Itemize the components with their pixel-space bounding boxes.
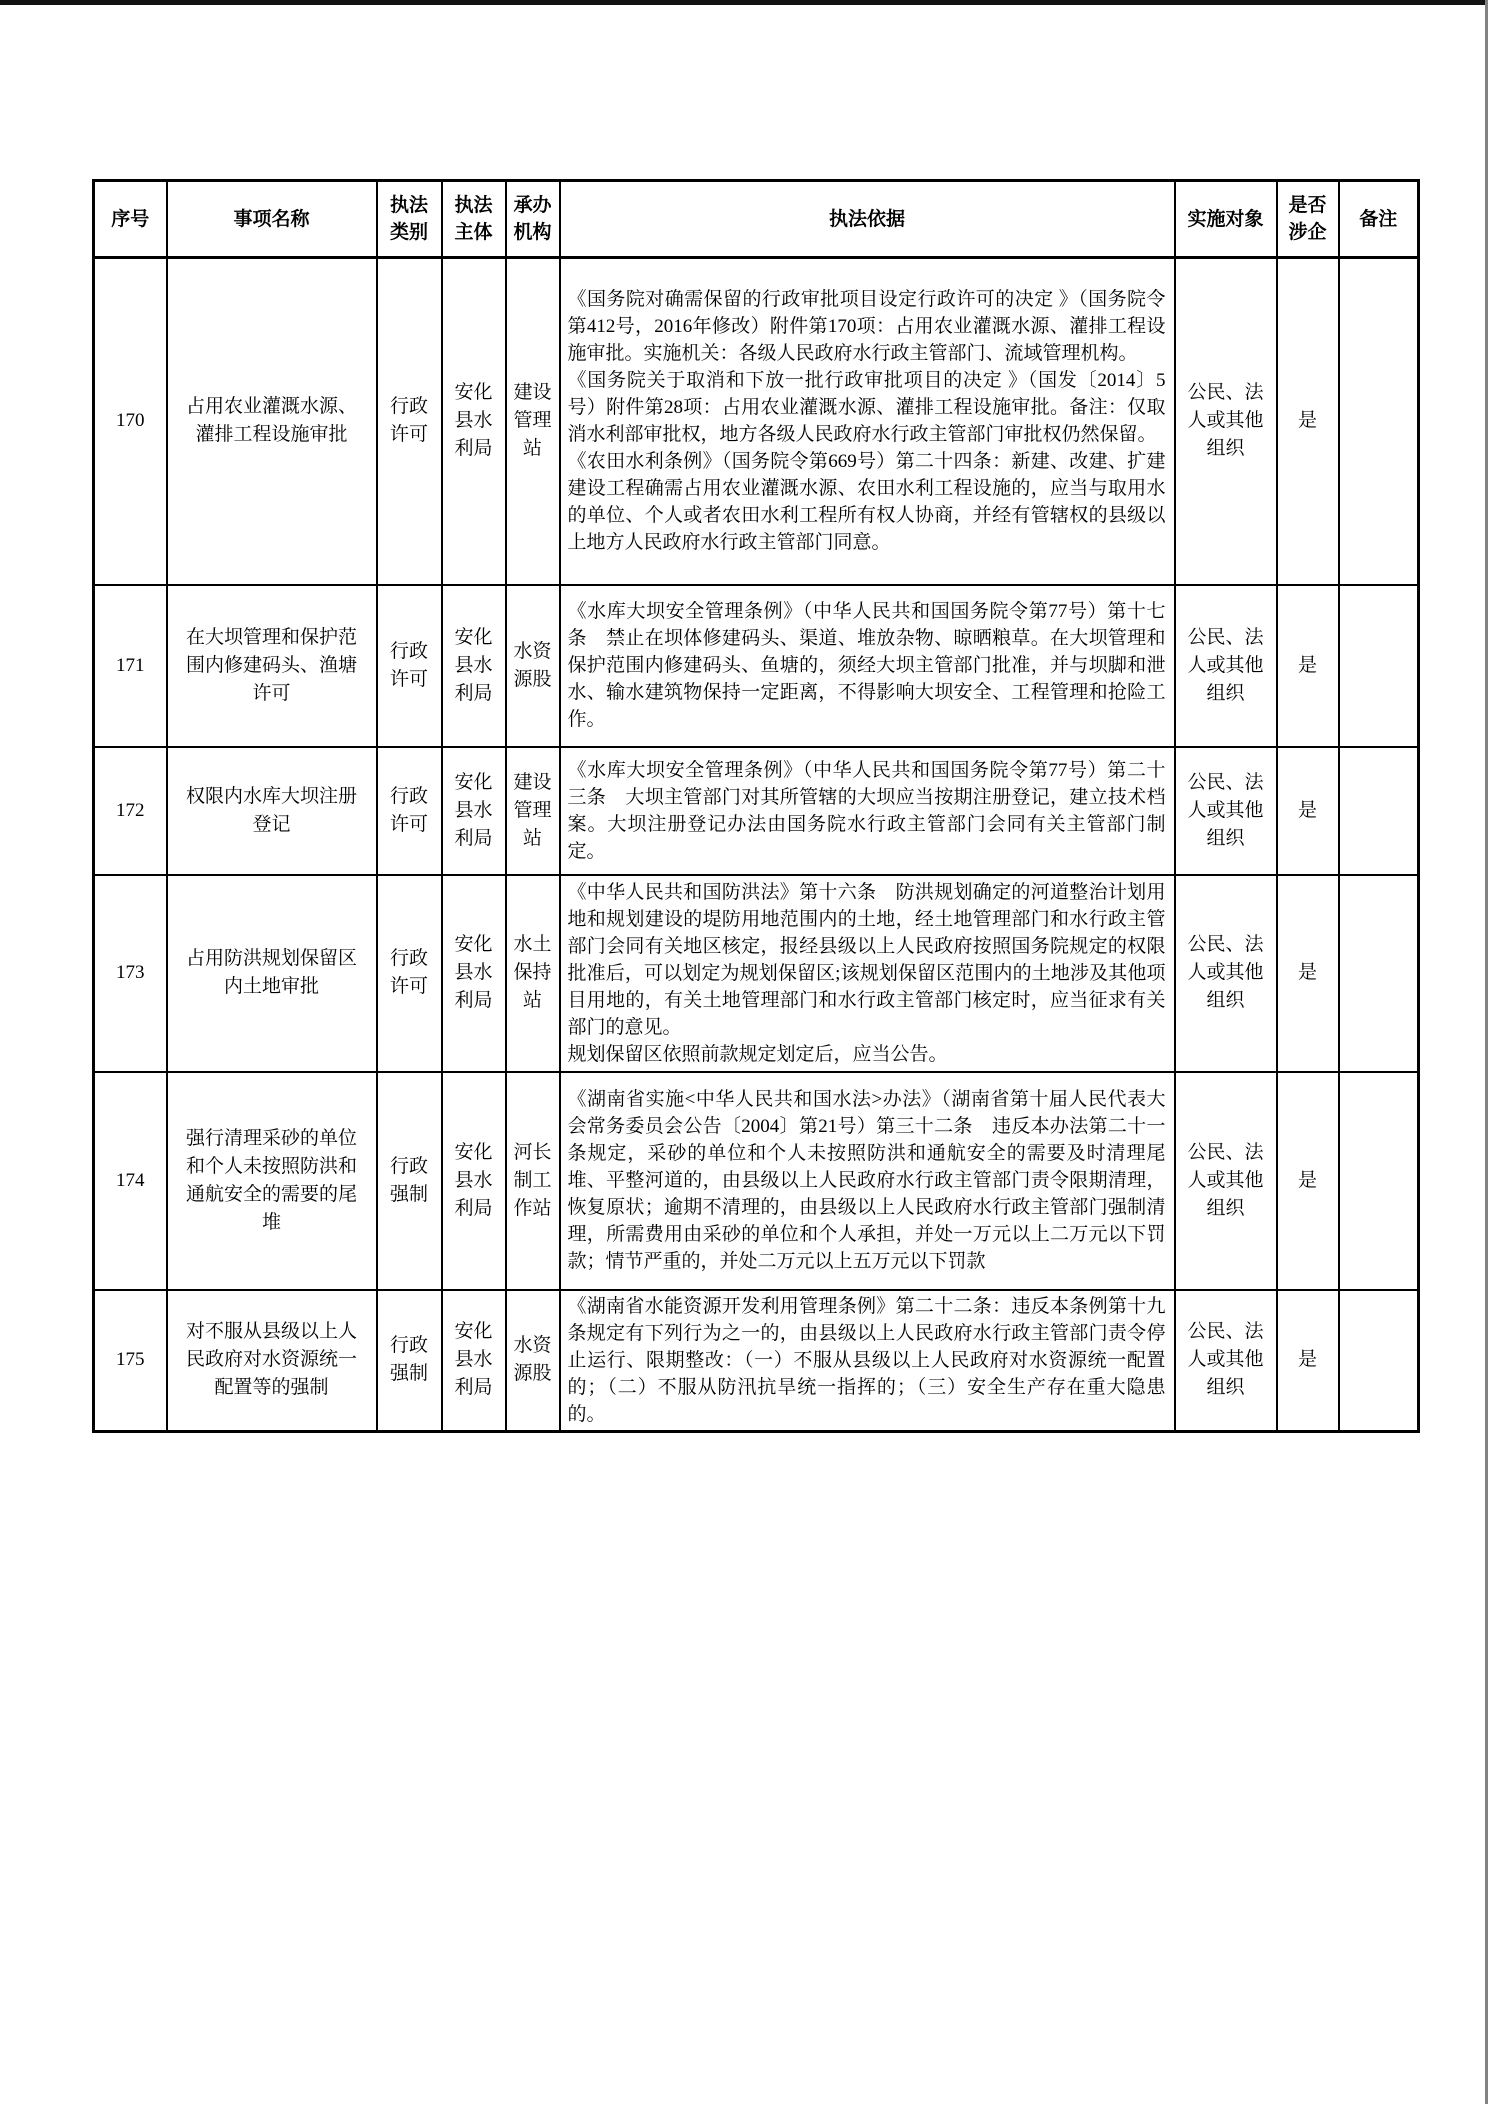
cell-agency: 水土保持站 <box>506 875 560 1072</box>
cell-target: 公民、法人或其他组织 <box>1175 585 1277 747</box>
legal-basis-paragraph: 《湖南省实施<中华人民共和国水法>办法》（湖南省第十届人民代表大会常务委员会公告〔2004〕第21号）第三十二条 违反本办法第二十一条规定，采砂的单位和个人未按照防洪和通航安全的需要及时清理尾堆、平整河道的，由县级以上人民政府水行政主管部门责令限期清理，恢复原状；逾期不清理的，由县级以上人民政府水行政主管部门强制清理，所需费用由采砂的单位和个人承担，并处一万元以上二万元以下罚款；情节严重的，并处二万元以上五万元以下罚款 <box>567 1089 1166 1272</box>
cell-agency: 建设管理站 <box>506 258 560 585</box>
cell-legal-basis <box>560 875 1175 1072</box>
cell-category: 行政强制 <box>377 1072 442 1290</box>
cell-target: 公民、法人或其他组织 <box>1175 1290 1277 1432</box>
scan-top-edge <box>0 0 1488 5</box>
table-row <box>94 258 1419 585</box>
table-row <box>94 1290 1419 1432</box>
cell-remarks <box>1339 747 1419 875</box>
cell-remarks <box>1339 258 1419 585</box>
cell-enterprise-related: 是 <box>1277 1072 1339 1290</box>
cell-subject: 安化县水利局 <box>442 747 506 875</box>
cell-index: 171 <box>94 585 167 747</box>
cell-enterprise-related: 是 <box>1277 1290 1339 1432</box>
cell-category: 行政许可 <box>377 585 442 747</box>
cell-legal-basis <box>560 258 1175 585</box>
cell-remarks <box>1339 875 1419 1072</box>
cell-target: 公民、法人或其他组织 <box>1175 747 1277 875</box>
cell-enterprise-related: 是 <box>1277 747 1339 875</box>
cell-target: 公民、法人或其他组织 <box>1175 875 1277 1072</box>
cell-subject: 安化县水利局 <box>442 585 506 747</box>
cell-index: 173 <box>94 875 167 1072</box>
header-cell-category: 执法类别 <box>377 181 442 258</box>
regulation-table <box>92 179 1420 1433</box>
legal-basis-paragraph: 《水库大坝安全管理条例》（中华人民共和国国务院令第77号）第二十三条 大坝主管部门对其所管辖的大坝应当按期注册登记，建立技术档案。大坝注册登记办法由国务院水行政主管部门会同有关主管部门制定。 <box>567 759 1166 862</box>
cell-remarks <box>1339 585 1419 747</box>
cell-item-name: 强行清理采砂的单位和个人未按照防洪和通航安全的需要的尾堆 <box>167 1072 377 1290</box>
cell-item-name: 占用农业灌溉水源、灌排工程设施审批 <box>167 258 377 585</box>
cell-remarks <box>1339 1290 1419 1432</box>
cell-enterprise-related: 是 <box>1277 875 1339 1072</box>
cell-legal-basis <box>560 1290 1175 1432</box>
table-body <box>94 258 1419 1432</box>
cell-enterprise-related: 是 <box>1277 258 1339 585</box>
cell-item-name: 权限内水库大坝注册登记 <box>167 747 377 875</box>
cell-legal-basis <box>560 585 1175 747</box>
header-cell-remarks: 备注 <box>1339 181 1419 258</box>
cell-agency: 水资源股 <box>506 585 560 747</box>
header-cell-item-name: 事项名称 <box>167 181 377 258</box>
header-cell-legal-basis: 执法依据 <box>560 181 1175 258</box>
cell-subject: 安化县水利局 <box>442 875 506 1072</box>
table-row <box>94 875 1419 1072</box>
cell-index: 172 <box>94 747 167 875</box>
cell-legal-basis <box>560 747 1175 875</box>
cell-remarks <box>1339 1072 1419 1290</box>
cell-category: 行政强制 <box>377 1290 442 1432</box>
cell-target: 公民、法人或其他组织 <box>1175 1072 1277 1290</box>
cell-category: 行政许可 <box>377 747 442 875</box>
cell-index: 170 <box>94 258 167 585</box>
cell-target: 公民、法人或其他组织 <box>1175 258 1277 585</box>
legal-basis-paragraph: 《农田水利条例》（国务院令第669号）第二十四条：新建、改建、扩建建设工程确需占用农业灌溉水源、农田水利工程设施的，应当与取用水的单位、个人或者农田水利工程所有权人协商，并经有管辖权的县级以上地方人民政府水行政主管部门同意。 <box>567 451 1166 554</box>
header-cell-subject: 执法主体 <box>442 181 506 258</box>
header-cell-index: 序号 <box>94 181 167 258</box>
table-row <box>94 1072 1419 1290</box>
cell-subject: 安化县水利局 <box>442 1072 506 1290</box>
legal-basis-paragraph: 《中华人民共和国防洪法》第十六条 防洪规划确定的河道整治计划用地和规划建设的堤防用地范围内的土地，经土地管理部门和水行政主管部门会同有关地区核定，报经县级以上人民政府按照国务院规定的权限批准后，可以划定为规划保留区;该规划保留区范围内的土地涉及其他项目用地的，有关土地管理部门和水行政主管部门核定时，应当征求有关部门的意见。 <box>567 881 1166 1038</box>
header-cell-target: 实施对象 <box>1175 181 1277 258</box>
cell-item-name: 在大坝管理和保护范围内修建码头、渔塘许可 <box>167 585 377 747</box>
cell-subject: 安化县水利局 <box>442 1290 506 1432</box>
cell-subject: 安化县水利局 <box>442 258 506 585</box>
cell-category: 行政许可 <box>377 258 442 585</box>
cell-agency: 建设管理站 <box>506 747 560 875</box>
cell-item-name: 占用防洪规划保留区内土地审批 <box>167 875 377 1072</box>
table-row <box>94 747 1419 875</box>
header-row <box>94 181 1419 258</box>
table-row <box>94 585 1419 747</box>
cell-item-name: 对不服从县级以上人民政府对水资源统一配置等的强制 <box>167 1290 377 1432</box>
header-cell-enterprise-related: 是否涉企 <box>1277 181 1339 258</box>
cell-category: 行政许可 <box>377 875 442 1072</box>
cell-agency: 河长制工作站 <box>506 1072 560 1290</box>
legal-basis-paragraph: 《水库大坝安全管理条例》（中华人民共和国国务院令第77号）第十七条 禁止在坝体修建码头、渠道、堆放杂物、晾晒粮草。在大坝管理和保护范围内修建码头、鱼塘的，须经大坝主管部门批准，并与坝脚和泄水、输水建筑物保持一定距离，不得影响大坝安全、工程管理和抢险工作。 <box>567 601 1166 730</box>
header-cell-agency: 承办机构 <box>506 181 560 258</box>
cell-index: 174 <box>94 1072 167 1290</box>
legal-basis-paragraph: 规划保留区依照前款规定划定后，应当公告。 <box>567 1043 948 1065</box>
cell-agency: 水资源股 <box>506 1290 560 1432</box>
legal-basis-paragraph: 《湖南省水能资源开发利用管理条例》第二十二条：违反本条例第十九条规定有下列行为之一的，由县级以上人民政府水行政主管部门责令停止运行、限期整改：（一）不服从县级以上人民政府对水资源统一配置的；（二）不服从防汛抗旱统一指挥的；（三）安全生产存在重大隐患的。 <box>567 1295 1166 1425</box>
legal-basis-paragraph: 《国务院对确需保留的行政审批项目设定行政许可的决定 》（国务院令第412号，2016年修改）附件第170项：占用农业灌溉水源、灌排工程设施审批。实施机关：各级人民政府水行政主管部门、流域管理机构。 <box>567 289 1166 365</box>
legal-basis-paragraph: 《国务院关于取消和下放一批行政审批项目的决定 》（国发〔2014〕5号）附件第28项：占用农业灌溉水源、灌排工程设施审批。备注：仅取消水利部审批权，地方各级人民政府水行政主管部门审批权仍然保留。 <box>567 370 1166 446</box>
cell-enterprise-related: 是 <box>1277 585 1339 747</box>
cell-legal-basis <box>560 1072 1175 1290</box>
cell-index: 175 <box>94 1290 167 1432</box>
